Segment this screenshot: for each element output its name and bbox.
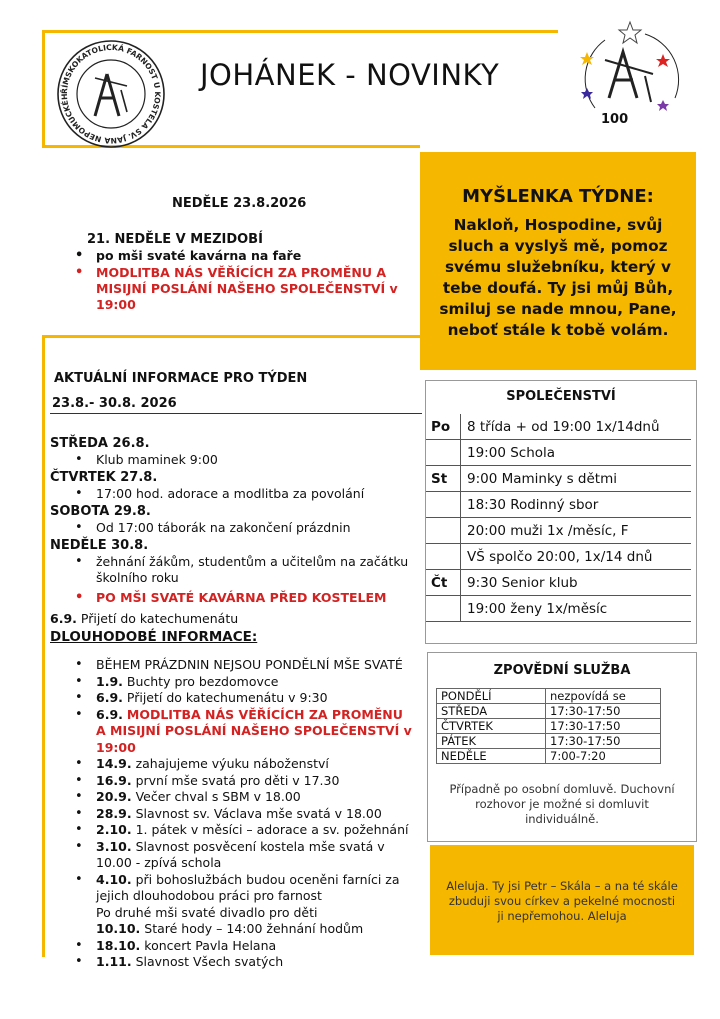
thought-box xyxy=(420,152,696,370)
weekly-range: 23.8.- 30.8. 2026 xyxy=(52,396,177,411)
table-row xyxy=(426,518,691,544)
community-activity: 19:00 Schola xyxy=(461,440,692,466)
list-item: • 20.9. Večer chval s SBM v 18.00 xyxy=(96,789,416,806)
weekly-heading: AKTUÁLNÍ INFORMACE PRO TÝDEN xyxy=(54,371,308,386)
confession-day: STŘEDA xyxy=(437,704,546,719)
table-row xyxy=(437,689,661,704)
list-item: • 6.9. MODLITBA NÁS VĚŘÍCÍCH ZA PROMĚNU A MISIJNÍ POSLÁNÍ NAŠEHO SPOLEČENSTVÍ v 19:00 xyxy=(96,707,416,757)
confession-time: 17:30-17:50 xyxy=(546,704,661,719)
community-day xyxy=(426,544,461,570)
sunday-heading: 21. NEDĚLE V MEZIDOBÍ xyxy=(87,232,263,247)
anniversary-number: 100 xyxy=(601,112,629,127)
header-border-top xyxy=(42,30,558,33)
confession-heading: ZPOVĚDNÍ SLUŽBA xyxy=(493,663,631,678)
confession-time: nezpovídá se xyxy=(546,689,661,704)
list-item: • 4.10. při bohoslužbách budou oceněni farníci za jejich dlouhodobou práci pro farnost xyxy=(96,872,416,905)
community-box xyxy=(425,380,697,644)
alleluia-text: Aleluja. Ty jsi Petr – Skála – a na té skále zbuduji svou církev a pekelné mocnosti ji nepřemohou. Aleluja xyxy=(446,879,678,923)
list-item: • 1.9. Buchty pro bezdomovce xyxy=(96,674,416,691)
seal-ring-text: ŘÍMSKOKATOLICKÁ FARNOST U KOSTELA SV. JANA NEPOMUCKÉH xyxy=(59,42,163,146)
community-activity: 18:30 Rodinný sbor xyxy=(461,492,692,518)
list-item: • 18.10. koncert Pavla Helana xyxy=(96,938,416,955)
day-heading: ČTVRTEK 27.8. xyxy=(50,470,158,485)
extra-date: 6.9. xyxy=(50,611,77,626)
community-activity: 19:00 ženy 1x/měsíc xyxy=(461,596,692,622)
community-activity: 20:00 muži 1x /měsíc, F xyxy=(461,518,692,544)
community-activity: 8 třída + od 19:00 1x/14dnů xyxy=(461,414,692,440)
day-heading: SOBOTA 29.8. xyxy=(50,504,151,519)
table-row xyxy=(426,466,691,492)
list-item: • PO MŠI SVATÉ KAVÁRNA PŘED KOSTELEM xyxy=(96,590,416,606)
confession-table xyxy=(436,688,661,764)
list-item: • žehnání žákům, studentům a učitelům na začátku školního roku xyxy=(96,554,416,586)
day-heading: NEDĚLE 30.8. xyxy=(50,538,149,553)
thought-text: Nakloň, Hospodine, svůj sluch a vyslyš mě, pomoz svému služebníku, který v tebe doufá. Ty jsi můj Bůh, smiluj se nade mnou, Pane, neboť stále k tobě volám. xyxy=(439,216,677,339)
list-item: • Klub maminek 9:00 xyxy=(96,452,420,468)
community-day: Čt xyxy=(426,570,461,596)
community-day: Po xyxy=(426,414,461,440)
confession-time: 7:00-7:20 xyxy=(546,749,661,764)
confession-day: ČTVRTEK xyxy=(437,719,546,734)
table-row xyxy=(426,596,691,622)
list-item: • 17:00 hod. adorace a modlitba za povolání xyxy=(96,486,420,502)
community-day xyxy=(426,440,461,466)
day-heading: STŘEDA 26.8. xyxy=(50,436,150,451)
main-border-left xyxy=(42,335,45,957)
list-item: • po mši svaté kavárna na faře xyxy=(96,248,416,264)
extra-text: Přijetí do katechumenátu xyxy=(80,611,239,626)
table-row xyxy=(426,570,691,596)
list-item: • 2.10. 1. pátek v měsíci – adorace a sv. požehnání xyxy=(96,822,416,839)
table-row xyxy=(437,704,661,719)
community-heading: SPOLEČENSTVÍ xyxy=(506,389,616,404)
community-activity: 9:30 Senior klub xyxy=(461,570,692,596)
confession-box xyxy=(427,652,697,842)
community-activity: 9:00 Maminky s dětmi xyxy=(461,466,692,492)
page-title: JOHÁNEK - NOVINKY xyxy=(200,58,500,92)
list-item: • 16.9. první mše svatá pro děti v 17.30 xyxy=(96,773,416,790)
confession-time: 17:30-17:50 xyxy=(546,734,661,749)
community-day xyxy=(426,518,461,544)
list-item: • BĚHEM PRÁZDNIN NEJSOU PONDĚLNÍ MŠE SVATÉ xyxy=(96,657,416,674)
community-activity: VŠ spolčo 20:00, 1x/14 dnů xyxy=(461,544,692,570)
confession-time: 17:30-17:50 xyxy=(546,719,661,734)
confession-day: PÁTEK xyxy=(437,734,546,749)
community-day: St xyxy=(426,466,461,492)
list-item: 10.10. Staré hody – 14:00 žehnání hodům xyxy=(96,921,364,936)
sunday-list xyxy=(96,248,416,313)
list-item: • 28.9. Slavnost sv. Václava mše svatá v 18.00 xyxy=(96,806,416,823)
table-row xyxy=(437,749,661,764)
community-day xyxy=(426,596,461,622)
thought-heading: MYŠLENKA TÝDNE: xyxy=(462,186,654,207)
weekly-days xyxy=(50,436,420,645)
table-row xyxy=(426,440,691,466)
list-item: • Od 17:00 táborák na zakončení prázdnin xyxy=(96,520,420,536)
table-row xyxy=(437,734,661,749)
community-day xyxy=(426,492,461,518)
sunday-date: NEDĚLE 23.8.2026 xyxy=(172,196,307,211)
table-row xyxy=(437,719,661,734)
parish-seal-logo xyxy=(55,38,167,150)
alleluia-box xyxy=(430,845,694,955)
list-item: • 14.9. zahajujeme výuku náboženství xyxy=(96,756,416,773)
table-row xyxy=(426,544,691,570)
list-item: • 3.10. Slavnost posvěcení kostela mše svatá v 10.00 - zpívá schola xyxy=(96,839,416,872)
community-table xyxy=(426,414,691,622)
main-border-top xyxy=(42,335,420,338)
list-item: • 1.11. Slavnost Všech svatých xyxy=(96,954,416,971)
header-border-left xyxy=(42,30,45,148)
longterm-list xyxy=(96,657,416,971)
list-item: Po druhé mši svaté divadlo pro děti xyxy=(96,904,318,920)
table-row xyxy=(426,414,691,440)
anniversary-logo xyxy=(575,18,685,130)
longterm-heading: DLOUHODOBÉ INFORMACE: xyxy=(50,629,258,645)
confession-day: PONDĚLÍ xyxy=(437,689,546,704)
table-row xyxy=(426,492,691,518)
confession-note: Případně po osobní domluvě. Duchovní rozhovor je možné si domluvit individuálně. xyxy=(449,782,675,826)
confession-day: NEDĚLE xyxy=(437,749,546,764)
divider xyxy=(50,413,422,414)
list-item: • 6.9. Přijetí do katechumenátu v 9:30 xyxy=(96,690,416,707)
list-item: • MODLITBA NÁS VĚŘÍCÍCH ZA PROMĚNU A MISIJNÍ POSLÁNÍ NAŠEHO SPOLEČENSTVÍ v 19:00 xyxy=(96,265,416,313)
